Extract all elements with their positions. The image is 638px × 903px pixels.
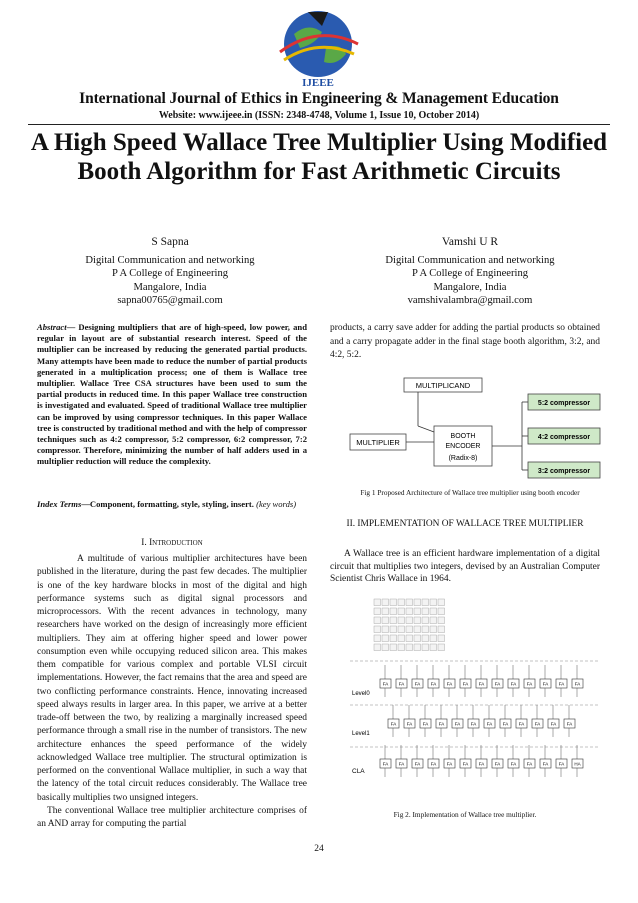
partial-product-cell: [406, 608, 413, 615]
partial-product-cell: [438, 626, 445, 633]
paragraph: A multitude of various multiplier architectures have been published in the literature, during the past few decades. The multiplier is one of the key hardware blocks in most of the digital and high performance systems such as digital signal processors and microprocessors. With the recent advances in technology, many researchers have worked on the design of increasingly more efficient multipliers. They aim at offering higher speed and lower power consumption even while occupying reduced silicon area. This makes them compatible for various complex and portable VLSI circuit implementations. However, the fact remains that the area and speed are two conflicting performance constraints. Hence, innovating increased speed always results in larger area. In this paper, we arrive at a better trade-off between the two, by realizing a marginally increased speed performance through a small rise in the number of transistors. The new architecture enhances the speed performance of the widely acknowledged Wallace tree multiplier. The structural optimization is performed on the conventional Wallace multiplier, in such a way that the latency of the total circuit reduces considerably. The Wallace tree basically multiplies two unsigned integers.: [37, 554, 307, 803]
level0-label: Level0: [352, 691, 370, 697]
page-number: 24: [314, 844, 324, 854]
booth-label-2: ENCODER: [445, 443, 481, 450]
partial-product-cell: [374, 617, 381, 624]
adder-label: FA: [462, 761, 469, 767]
adder-label: FA: [526, 761, 533, 767]
adder-label: FA: [558, 681, 565, 687]
author-location: Mangalore, India: [133, 281, 207, 293]
adder-label: FA: [534, 721, 541, 727]
partial-product-cell: [374, 599, 381, 606]
partial-product-cell: [390, 617, 397, 624]
adder-label: FA: [438, 721, 445, 727]
journal-title: International Journal of Ethics in Engineering & Management Education: [79, 90, 559, 107]
section-heading-introduction: [37, 538, 307, 548]
partial-product-cell: [382, 626, 389, 633]
author-location: Mangalore, India: [433, 281, 507, 293]
partial-product-cell: [406, 644, 413, 651]
author-email[interactable]: vamshivalambra@gmail.com: [407, 295, 533, 307]
adder-label: FA: [454, 721, 461, 727]
author-name: S Sapna: [151, 236, 189, 248]
author-college: P A College of Engineering: [111, 268, 229, 280]
header-rule: [28, 124, 610, 125]
section-number: I.: [141, 538, 150, 548]
compressor-3-2-label: 3:2 compressor: [537, 468, 591, 475]
partial-product-cell: [438, 644, 445, 651]
partial-product-cell: [406, 635, 413, 642]
cla-adders: [380, 745, 583, 777]
partial-product-cell: [398, 599, 405, 606]
journal-website: Website: www.ijeee.in (ISSN: 2348-4748, Volume 1, Issue 10, October 2014): [158, 110, 480, 121]
partial-product-cell: [390, 599, 397, 606]
adder-label: FA: [462, 681, 469, 687]
abstract-text: — Designing multipliers that are of high-speed, low power, and regular in layout are of substantial research interest. Speed of the multiplier can be increased by reducing the generated partial products. Many attempts have been made to reduce the number of partial products generated in a multiplication process; one of them is Wallace tree multiplier. Wallace Tree CSA structures have been used to sum the partial products in reduced time. In this paper Wallace tree construction is investigated and evaluated. Speed of traditional Wallace tree multiplier can be improved by using compressor techniques. In this paper Wallace tree is constructed by traditional method and with the help of compressor techniques such as 4:2 compressor, 5:2 compressor, 6:2 compressor, 7:2 compressor. Therefore, minimizing the number of half adders used in a multiplier reduction will reduce the complexity.: [37, 322, 307, 467]
level0-adders: [380, 665, 583, 697]
adder-label: FA: [398, 761, 405, 767]
partial-product-grid: [374, 599, 445, 651]
partial-product-cell: [438, 635, 445, 642]
abstract: [37, 322, 307, 468]
paragraph: A Wallace tree is an efficient hardware implementation of a digital circuit that multiplies two integers, devised by an Australian Computer Scientist Chris Wallace in 1964.: [330, 549, 600, 585]
partial-product-cell: [382, 617, 389, 624]
partial-product-cell: [382, 608, 389, 615]
partial-product-cell: [438, 599, 445, 606]
right-column-text: products, a carry save adder for adding the partial products so obtained and a carry propagate adder in the final stage booth algorithm, 3:2, and 4:2, 5:2.: [330, 323, 600, 360]
adder-label: FA: [510, 761, 517, 767]
partial-product-cell: [398, 644, 405, 651]
adder-label: FA: [446, 761, 453, 767]
partial-product-cell: [430, 635, 437, 642]
adder-label: FA: [558, 761, 565, 767]
adder-label: FA: [518, 721, 525, 727]
adder-label: FA: [542, 761, 549, 767]
partial-product-cell: [422, 599, 429, 606]
partial-product-cell: [382, 644, 389, 651]
author-block-2: [340, 236, 600, 308]
adder-label: FA: [510, 681, 517, 687]
multiplicand-label: MULTIPLICAND: [415, 381, 471, 390]
partial-product-cell: [430, 599, 437, 606]
partial-product-cell: [430, 626, 437, 633]
adder-label: FA: [494, 761, 501, 767]
partial-product-cell: [414, 635, 421, 642]
adder-label: HA: [574, 761, 581, 767]
partial-product-cell: [414, 617, 421, 624]
adder-label: FA: [446, 681, 453, 687]
index-terms-text: —Component, formatting, style, styling, insert.: [81, 499, 254, 509]
author-dept: Digital Communication and networking: [85, 254, 255, 266]
adder-label: FA: [382, 761, 389, 767]
adder-label: FA: [494, 681, 501, 687]
partial-product-cell: [414, 608, 421, 615]
section-heading-implementation: II. IMPLEMENTATION OF WALLACE TREE MULTIPLIER: [346, 519, 584, 529]
level1-label: Level1: [352, 731, 370, 737]
abstract-label: Abstract: [37, 322, 67, 332]
figure-2-caption: Fig 2. Implementation of Wallace tree multiplier.: [393, 810, 537, 819]
author-block-1: [40, 236, 300, 308]
adder-label: FA: [550, 721, 557, 727]
introduction-body: [37, 553, 307, 831]
adder-label: FA: [382, 681, 389, 687]
adder-label: FA: [574, 681, 581, 687]
adder-label: FA: [398, 681, 405, 687]
partial-product-cell: [374, 626, 381, 633]
partial-product-cell: [430, 644, 437, 651]
author-email[interactable]: sapna00765@gmail.com: [117, 295, 223, 307]
partial-product-cell: [438, 617, 445, 624]
paragraph: The conventional Wallace tree multiplier architecture comprises of an AND array for computing the partial: [37, 805, 307, 829]
compressor-5-2-label: 5:2 compressor: [537, 400, 591, 407]
partial-product-cell: [414, 599, 421, 606]
cla-label: CLA: [352, 768, 365, 775]
partial-product-cell: [390, 626, 397, 633]
adder-label: FA: [390, 721, 397, 727]
partial-product-cell: [390, 644, 397, 651]
adder-label: FA: [526, 681, 533, 687]
compressor-4-2-label: 4:2 compressor: [537, 434, 591, 441]
adder-label: FA: [478, 761, 485, 767]
partial-product-cell: [374, 635, 381, 642]
index-terms-keywords: (key words): [256, 499, 297, 509]
partial-product-cell: [406, 599, 413, 606]
partial-product-cell: [390, 608, 397, 615]
adder-label: FA: [406, 721, 413, 727]
adder-label: FA: [542, 681, 549, 687]
journal-logo: [270, 4, 366, 90]
partial-product-cell: [430, 617, 437, 624]
partial-product-cell: [406, 617, 413, 624]
partial-product-cell: [398, 626, 405, 633]
paper-title: A High Speed Wallace Tree Multiplier Using Modified Booth Algorithm for Fast Arithmetic Circuits: [30, 129, 608, 185]
booth-label-3: (Radix-8): [448, 455, 478, 462]
partial-product-cell: [438, 608, 445, 615]
adder-label: FA: [470, 721, 477, 727]
adder-label: FA: [422, 721, 429, 727]
figure-2-diagram: [350, 595, 600, 805]
partial-product-cell: [374, 644, 381, 651]
partial-product-cell: [398, 635, 405, 642]
adder-label: FA: [414, 761, 421, 767]
adder-label: FA: [430, 681, 437, 687]
figure-1-diagram: [346, 372, 606, 487]
partial-product-cell: [414, 626, 421, 633]
adder-label: FA: [478, 681, 485, 687]
partial-product-cell: [374, 608, 381, 615]
level1-adders: [388, 705, 575, 737]
partial-product-cell: [398, 617, 405, 624]
adder-label: FA: [486, 721, 493, 727]
partial-product-cell: [422, 617, 429, 624]
partial-product-cell: [406, 626, 413, 633]
figure-1-caption: Fig 1 Proposed Architecture of Wallace tree multiplier using booth encoder: [360, 488, 580, 497]
adder-label: FA: [502, 721, 509, 727]
partial-product-cell: [414, 644, 421, 651]
section-title: Introduction: [149, 538, 203, 548]
partial-product-cell: [390, 635, 397, 642]
adder-label: FA: [430, 761, 437, 767]
index-terms-label: Index Terms: [37, 499, 82, 509]
author-name: Vamshi U R: [441, 236, 499, 248]
partial-product-cell: [382, 599, 389, 606]
author-dept: Digital Communication and networking: [385, 254, 555, 266]
multiplier-label: MULTIPLIER: [356, 438, 400, 447]
partial-product-cell: [422, 644, 429, 651]
partial-product-cell: [398, 608, 405, 615]
booth-label-1: BOOTH: [450, 433, 476, 440]
partial-product-cell: [422, 626, 429, 633]
implementation-body: [330, 548, 600, 586]
partial-product-cell: [382, 635, 389, 642]
author-college: P A College of Engineering: [411, 268, 529, 280]
partial-product-cell: [422, 635, 429, 642]
partial-product-cell: [422, 608, 429, 615]
adder-label: FA: [414, 681, 421, 687]
partial-product-cell: [430, 608, 437, 615]
adder-label: FA: [566, 721, 573, 727]
index-terms: [37, 499, 307, 510]
logo-text: IJEEE: [302, 77, 334, 89]
